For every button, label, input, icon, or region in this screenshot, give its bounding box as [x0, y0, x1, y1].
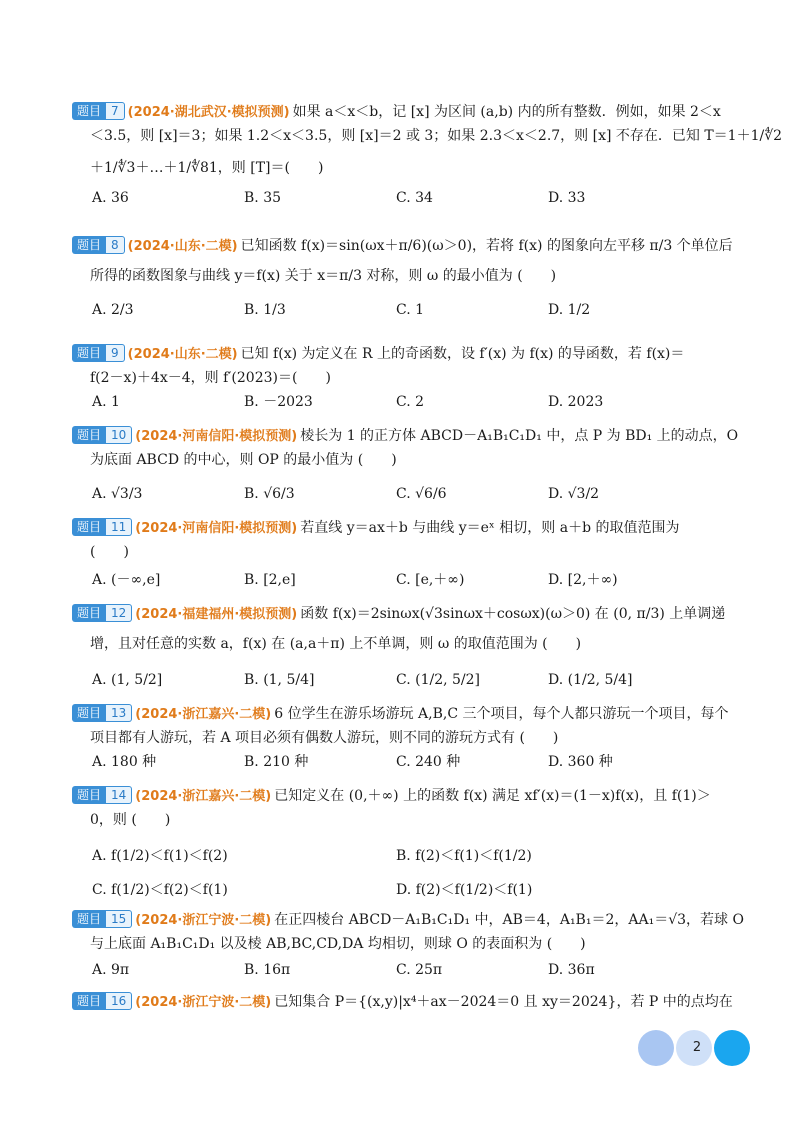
option-d[interactable]: D. 2023	[548, 394, 604, 410]
question-text: 已知 f(x) 为定义在 R 上的奇函数，设 f′(x) 为 f(x) 的导函数，若 f(x)＝	[240, 346, 685, 362]
question-tag: 题目 11	[72, 518, 132, 536]
option-b[interactable]: B. [2,e]	[244, 572, 296, 588]
question-line	[72, 234, 732, 258]
question-9	[72, 342, 732, 414]
option-d[interactable]: D. f(2)＜f(1/2)＜f(1)	[396, 882, 533, 898]
question-13	[72, 702, 732, 774]
question-tag: 题目 10	[72, 426, 132, 444]
option-c[interactable]: C. [e,＋∞)	[396, 572, 465, 588]
question-line	[90, 632, 732, 656]
option-a[interactable]: A. √3/3	[92, 486, 143, 502]
question-line	[72, 784, 732, 808]
question-source: (2024·山东·二模)	[127, 239, 238, 254]
option-c[interactable]: C. 240 种	[396, 754, 461, 770]
question-line	[90, 932, 732, 956]
question-line	[72, 990, 732, 1014]
question-text: 项目都有人游玩，若 A 项目必须有偶数人游玩，则不同的游玩方式有 ( )	[90, 730, 559, 746]
question-7	[72, 100, 783, 210]
option-d[interactable]: D. 33	[548, 190, 586, 206]
option-a[interactable]: A. 2/3	[92, 302, 134, 318]
question-tag: 题目 12	[72, 604, 132, 622]
option-c[interactable]: C. 25π	[396, 962, 443, 978]
option-d[interactable]: D. √3/2	[548, 486, 600, 502]
options-row	[72, 186, 732, 210]
question-line	[90, 124, 783, 148]
question-text: ( )	[90, 544, 129, 560]
question-text: 已知定义在 (0,＋∞) 上的函数 f(x) 满足 xf′(x)＝(1－x)f(x)，且 f(1)＞	[274, 788, 711, 804]
options-row	[72, 482, 732, 506]
question-source: (2024·湖北武汉·模拟预测)	[127, 105, 290, 120]
question-source: (2024·浙江宁波·二模)	[135, 995, 272, 1010]
question-line	[72, 100, 732, 124]
question-text: 0，则 ( )	[90, 812, 171, 828]
option-b[interactable]: B. 35	[244, 190, 282, 206]
option-b[interactable]: B. f(2)＜f(1)＜f(1/2)	[396, 848, 532, 864]
question-10	[72, 424, 739, 506]
options-row	[72, 878, 732, 902]
question-line	[90, 264, 732, 288]
question-tag: 题目 16	[72, 992, 132, 1010]
question-line	[90, 540, 732, 564]
question-tag: 题目 7	[72, 102, 125, 120]
question-line	[90, 808, 732, 832]
question-11	[72, 516, 732, 592]
question-text: ＋1/∜3＋…＋1/∜81，则 [T]＝( )	[90, 160, 324, 176]
question-tag: 题目 9	[72, 344, 125, 362]
question-source: (2024·浙江嘉兴·二模)	[135, 707, 272, 722]
question-text: f(2－x)＋4x－4，则 f′(2023)＝( )	[90, 370, 331, 386]
option-c[interactable]: C. 34	[396, 190, 433, 206]
question-line	[90, 366, 732, 390]
option-d[interactable]: D. (1/2, 5/4]	[548, 672, 633, 688]
page-circle-left	[638, 1030, 674, 1066]
question-text: 已知函数 f(x)＝sin(ωx＋π/6)(ω＞0)，若将 f(x) 的图象向左平移 π/3 个单位后	[240, 238, 733, 254]
question-source: (2024·浙江宁波·二模)	[135, 913, 272, 928]
options-row	[72, 750, 732, 774]
options-row	[72, 568, 732, 592]
question-line	[72, 602, 732, 626]
question-line	[90, 726, 732, 750]
question-line	[72, 424, 739, 448]
question-text: 在正四棱台 ABCD－A₁B₁C₁D₁ 中，AB＝4，A₁B₁＝2，AA₁＝√3，若球 O	[274, 912, 744, 928]
question-15	[72, 908, 744, 982]
option-a[interactable]: A. (1, 5/2]	[92, 672, 163, 688]
option-b[interactable]: B. 1/3	[244, 302, 286, 318]
option-b[interactable]: B. 210 种	[244, 754, 309, 770]
question-source: (2024·福建福州·模拟预测)	[135, 607, 298, 622]
question-text: 增，且对任意的实数 a，f(x) 在 (a,a＋π) 上不单调，则 ω 的取值范围为 ( )	[90, 636, 582, 652]
question-text: 棱长为 1 的正方体 ABCD－A₁B₁C₁D₁ 中，点 P 为 BD₁ 上的动点，O	[300, 428, 739, 444]
option-c[interactable]: C. f(1/2)＜f(2)＜f(1)	[92, 882, 228, 898]
option-d[interactable]: D. 36π	[548, 962, 595, 978]
question-line	[90, 156, 732, 180]
page-number: 2	[692, 1040, 702, 1055]
options-row	[72, 668, 732, 692]
question-source: (2024·浙江嘉兴·二模)	[135, 789, 272, 804]
options-row	[72, 298, 732, 322]
option-c[interactable]: C. (1/2, 5/2]	[396, 672, 480, 688]
question-tag: 题目 8	[72, 236, 125, 254]
question-source: (2024·河南信阳·模拟预测)	[135, 521, 298, 536]
question-source: (2024·山东·二模)	[127, 347, 238, 362]
option-c[interactable]: C. 2	[396, 394, 425, 410]
question-text: 函数 f(x)＝2sinωx(√3sinωx＋cosωx)(ω＞0) 在 (0, π/3) 上单调递	[300, 606, 726, 622]
option-d[interactable]: D. 1/2	[548, 302, 591, 318]
option-c[interactable]: C. √6/6	[396, 486, 447, 502]
option-b[interactable]: B. (1, 5/4]	[244, 672, 315, 688]
question-tag: 题目 13	[72, 704, 132, 722]
question-text: 所得的函数图象与曲线 y＝f(x) 关于 x＝π/3 对称，则 ω 的最小值为 ( )	[90, 268, 557, 284]
question-text: 为底面 ABCD 的中心，则 OP 的最小值为 ( )	[90, 452, 397, 468]
question-line	[72, 908, 744, 932]
option-b[interactable]: B. －2023	[244, 394, 313, 410]
option-a[interactable]: A. f(1/2)＜f(1)＜f(2)	[92, 848, 228, 864]
page-circle-right	[714, 1030, 750, 1066]
option-a[interactable]: A. 9π	[92, 962, 130, 978]
question-12	[72, 602, 732, 692]
question-16	[72, 990, 732, 1014]
question-text: 已知集合 P＝{(x,y)|x⁴＋ax－2024＝0 且 xy＝2024}，若 P 中的点均在	[274, 994, 733, 1010]
option-a[interactable]: A. 36	[92, 190, 129, 206]
option-a[interactable]: A. 180 种	[92, 754, 157, 770]
option-a[interactable]: A. (－∞,e]	[92, 572, 161, 588]
option-d[interactable]: D. 360 种	[548, 754, 613, 770]
option-a[interactable]: A. 1	[92, 394, 120, 410]
question-line	[90, 448, 732, 472]
options-row	[72, 390, 732, 414]
option-b[interactable]: B. √6/3	[244, 486, 295, 502]
question-tag: 题目 14	[72, 786, 132, 804]
option-d[interactable]: D. [2,＋∞)	[548, 572, 618, 588]
question-source: (2024·河南信阳·模拟预测)	[135, 429, 298, 444]
question-line	[72, 342, 732, 366]
option-c[interactable]: C. 1	[396, 302, 425, 318]
question-line	[72, 516, 732, 540]
options-row	[72, 844, 732, 868]
options-row	[72, 958, 732, 982]
question-tag: 题目 15	[72, 910, 132, 928]
question-8	[72, 234, 732, 322]
question-14	[72, 784, 732, 902]
question-text: 与上底面 A₁B₁C₁D₁ 以及棱 AB,BC,CD,DA 均相切，则球 O 的表面积为 ( )	[90, 936, 586, 952]
question-text: 若直线 y＝ax＋b 与曲线 y＝eˣ 相切，则 a＋b 的取值范围为	[300, 520, 680, 536]
question-line	[72, 702, 732, 726]
question-text: 6 位学生在游乐场游玩 A,B,C 三个项目，每个人都只游玩一个项目，每个	[274, 706, 729, 722]
option-b[interactable]: B. 16π	[244, 962, 291, 978]
question-text: 如果 a＜x＜b，记 [x] 为区间 (a,b) 内的所有整数．例如，如果 2＜x	[292, 104, 721, 120]
question-text: ＜3.5，则 [x]＝3；如果 1.2＜x＜3.5，则 [x]＝2 或 3；如果 2.3＜x＜2.7，则 [x] 不存在．已知 T＝1＋1/∜2	[90, 128, 783, 144]
